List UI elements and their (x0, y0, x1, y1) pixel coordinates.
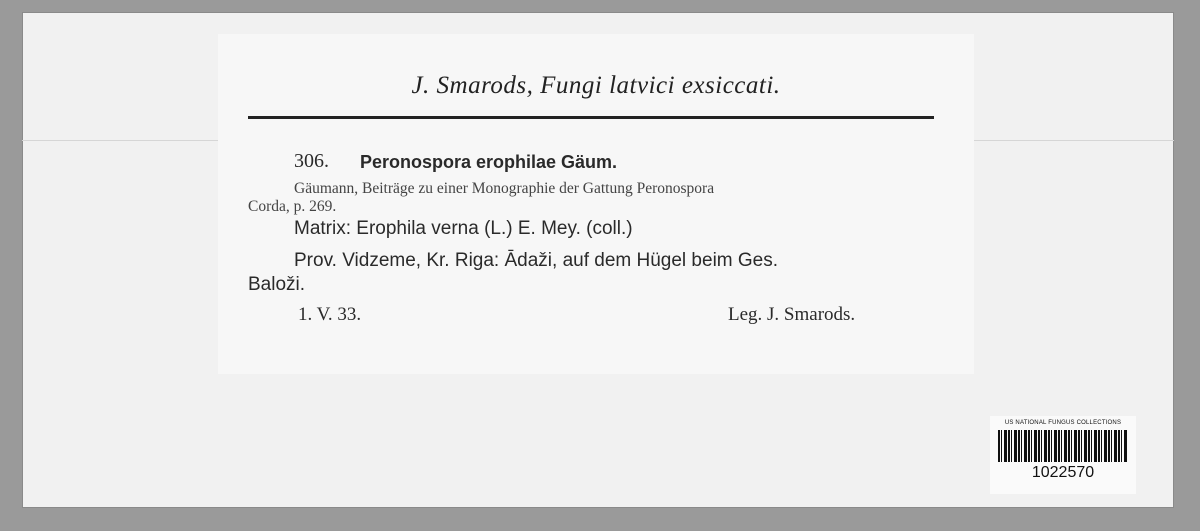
barcode-bars (998, 430, 1128, 462)
matrix-line: Matrix: Erophila verna (L.) E. Mey. (coll.) (294, 218, 633, 239)
collection-date: 1. V. 33. (298, 304, 362, 325)
specimen-number: 306. (294, 150, 329, 172)
specimen-label (218, 34, 974, 374)
provenance-line-2: Baloži. (248, 274, 306, 295)
barcode-label (990, 416, 1136, 494)
barcode-institution: US NATIONAL FUNGUS COLLECTIONS (1004, 420, 1122, 426)
provenance-line-1: Prov. Vidzeme, Kr. Riga: Ādaži, auf dem Hügel beim Ges. (294, 250, 779, 271)
reference-line-1: Gäumann, Beiträge zu einer Monographie der Gattung Peronospora (294, 180, 715, 197)
specimen-envelope (22, 12, 1174, 508)
collection-title: J. Smarods, Fungi latvici exsiccati. (411, 72, 781, 99)
reference-line-2: Corda, p. 269. (248, 198, 337, 215)
barcode-number: 1022570 (1031, 464, 1095, 481)
title-rule (248, 116, 934, 119)
species-name: Peronospora erophilae Gäum. (360, 152, 618, 172)
collector-name: Leg. J. Smarods. (728, 304, 856, 325)
